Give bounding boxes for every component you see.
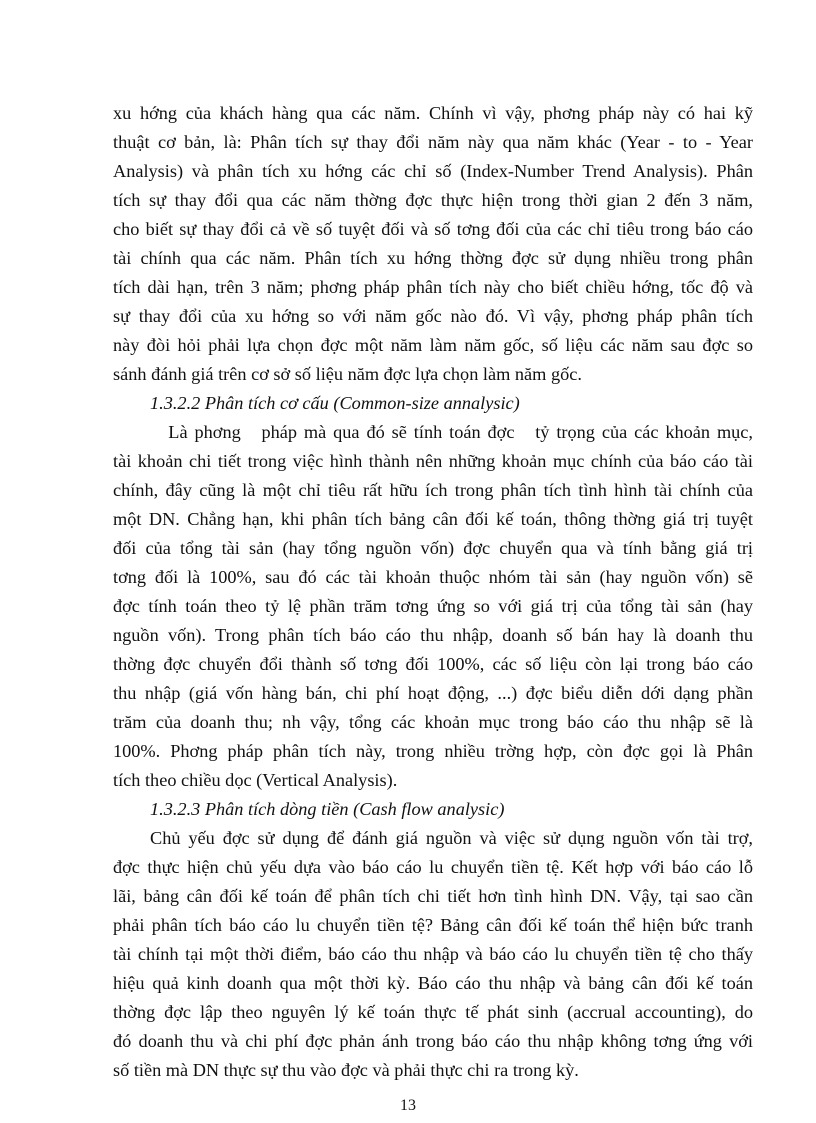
paragraph-line: lãi, bảng cân đối kế toán để phân tích chi tiết hơn tình hình DN. Vậy, tại sao cần bbox=[113, 886, 753, 906]
paragraph-line: thờng đợc lập theo nguyên lý kế toán thực tế phát sinh (accrual accounting), do bbox=[113, 1002, 753, 1022]
paragraph-line: trăm của doanh thu; nh vậy, tổng các khoản mục trong báo cáo thu nhập sẽ là bbox=[113, 712, 753, 732]
paragraph-line: tích sự thay đổi qua các năm thờng đợc thực hiện trong thời gian 2 đến 3 năm, bbox=[113, 190, 753, 210]
paragraph-line: tơng đối là 100%, sau đó các tài khoản thuộc nhóm tài sản (hay nguồn vốn) sẽ bbox=[113, 567, 753, 587]
paragraph-line: tài chính qua các năm. Phân tích xu hớng thờng đợc sử dụng nhiều trong phân bbox=[113, 248, 753, 268]
paragraph-line: đối của tổng tài sản (hay tổng nguồn vốn) đợc chuyển qua và tính bằng giá trị bbox=[113, 538, 753, 558]
paragraph-line: Analysis) và phân tích xu hớng các chỉ số (Index-Number Trend Analysis). Phân bbox=[113, 161, 753, 181]
paragraph-line: thuật cơ bản, là: Phân tích sự thay đổi năm này qua năm khác (Year - to - Year bbox=[113, 132, 753, 152]
paragraph-line: chính, đây cũng là một chỉ tiêu rất hữu ích trong phân tích tình hình tài chính của bbox=[113, 480, 753, 500]
paragraph-line: nguồn vốn). Trong phân tích báo cáo thu nhập, doanh số bán hay là doanh thu bbox=[113, 625, 753, 645]
paragraph-line: số tiền mà DN thực sự thu vào đợc và phải thực chi ra trong kỳ. bbox=[113, 1060, 579, 1080]
paragraph-line: thờng đợc chuyển đổi thành số tơng đối 100%, các số liệu còn lại trong báo cáo bbox=[113, 654, 753, 674]
paragraph-line: đợc tính toán theo tỷ lệ phần trăm tơng ứng so với giá trị của tổng tài sản (hay bbox=[113, 596, 753, 616]
paragraph-line: tài chính tại một thời điểm, báo cáo thu nhập và báo cáo lu chuyển tiền tệ cho thấy bbox=[113, 944, 753, 964]
section-heading: 1.3.2.2 Phân tích cơ cấu (Common-size annalysic) bbox=[150, 393, 520, 413]
paragraph-line: 100%. Phơng pháp phân tích này, trong nhiều trờng hợp, còn đợc gọi là Phân bbox=[113, 741, 753, 761]
paragraph-line: sánh đánh giá trên cơ sở số liệu năm đợc lựa chọn làm năm gốc. bbox=[113, 364, 582, 384]
paragraph-line: Là phơng pháp mà qua đó sẽ tính toán đợc tỷ trọng của các khoản mục, bbox=[113, 422, 753, 442]
section-heading: 1.3.2.3 Phân tích dòng tiền (Cash flow analysic) bbox=[150, 799, 505, 819]
paragraph-line: hiệu quả kinh doanh qua một thời kỳ. Báo cáo thu nhập và bảng cân đối kế toán bbox=[113, 973, 753, 993]
paragraph-line: cho biết sự thay đổi cả về số tuyệt đối và số tơng đối của các chỉ tiêu trong báo cáo bbox=[113, 219, 753, 239]
paragraph-line: tích theo chiều dọc (Vertical Analysis). bbox=[113, 770, 398, 790]
paragraph-line: thu nhập (giá vốn hàng bán, chi phí hoạt động, ...) đợc biểu diễn dới dạng phần bbox=[113, 683, 753, 703]
paragraph-line: một DN. Chẳng hạn, khi phân tích bảng cân đối kế toán, thông thờng giá trị tuyệt bbox=[113, 509, 753, 529]
paragraph-line: đó doanh thu và chi phí đợc phản ánh trong báo cáo thu nhập không tơng ứng với bbox=[113, 1031, 753, 1051]
paragraph-line: sự thay đổi của xu hớng so với năm gốc nào đó. Vì vậy, phơng pháp phân tích bbox=[113, 306, 753, 326]
paragraph-line: xu hớng của khách hàng qua các năm. Chính vì vậy, phơng pháp này có hai kỹ bbox=[113, 103, 753, 123]
paragraph-line: tích dài hạn, trên 3 năm; phơng pháp phân tích này cho biết chiều hớng, tốc độ và bbox=[113, 277, 753, 297]
paragraph-line: tài khoản chi tiết trong việc hình thành nên những khoản mục chính của báo cáo tài bbox=[113, 451, 753, 471]
paragraph-line: Chủ yếu đợc sử dụng để đánh giá nguồn và việc sử dụng nguồn vốn tài trợ, bbox=[150, 828, 753, 848]
page-number: 13 bbox=[400, 1097, 416, 1114]
paragraph-line: phải phân tích báo cáo lu chuyển tiền tệ? Bảng cân đối kế toán thể hiện bức tranh bbox=[113, 915, 753, 935]
paragraph-line: đợc thực hiện chủ yếu dựa vào báo cáo lu chuyển tiền tệ. Kết hợp với báo cáo lỗ bbox=[113, 857, 753, 877]
paragraph-line: này đòi hỏi phải lựa chọn đợc một năm làm năm gốc, số liệu các năm sau đợc so bbox=[113, 335, 753, 355]
